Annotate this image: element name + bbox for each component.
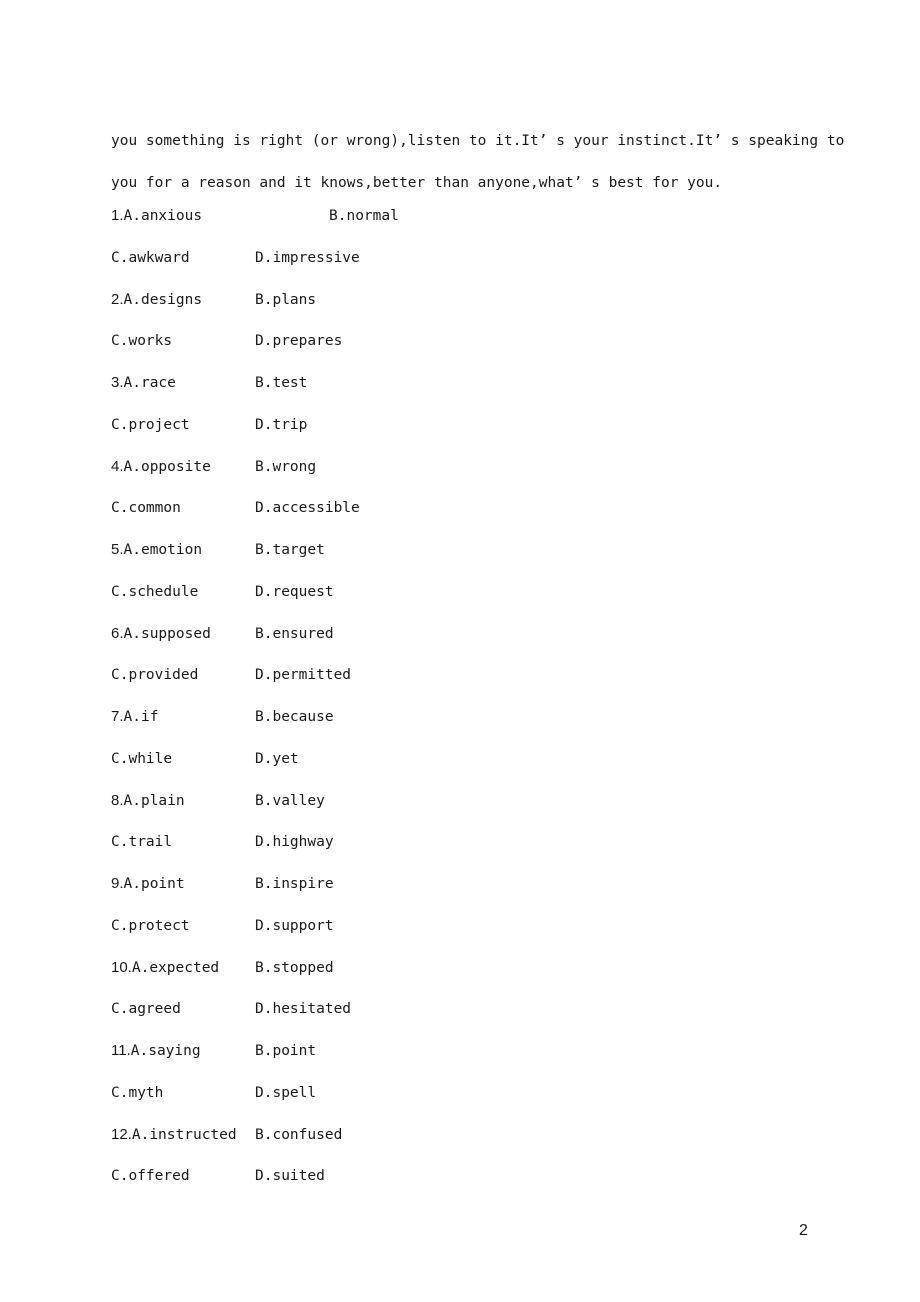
option-c: C.agreed xyxy=(111,1001,181,1018)
question-number: 8. xyxy=(111,791,124,809)
question-12-row-cd xyxy=(111,1163,611,1205)
option-d: D.impressive xyxy=(255,249,360,266)
option-b: B.normal xyxy=(329,208,399,224)
option-a: A.emotion xyxy=(123,542,203,558)
option-d: D.permitted xyxy=(255,667,352,684)
option-d: D.spell xyxy=(255,1084,317,1101)
option-c: C.provided xyxy=(111,667,199,684)
question-number: 10. xyxy=(111,958,132,976)
question-1-row-cd xyxy=(111,245,611,287)
option-d: D.yet xyxy=(255,750,299,767)
option-a: A.anxious xyxy=(123,208,203,224)
passage-text xyxy=(111,120,845,204)
question-9-row-cd xyxy=(111,913,611,955)
question-10-row-cd xyxy=(111,996,611,1038)
option-a: A.supposed xyxy=(123,625,211,642)
option-c: C.project xyxy=(111,416,190,433)
option-b: B.test xyxy=(255,375,308,391)
option-a: A.saying xyxy=(130,1043,201,1059)
option-d: D.hesitated xyxy=(255,1001,352,1018)
option-c: C.awkward xyxy=(111,249,190,266)
option-b: B.stopped xyxy=(255,959,334,976)
question-1-row-ab xyxy=(111,203,611,245)
answer-options xyxy=(111,203,611,1205)
question-number: 3. xyxy=(111,374,124,391)
question-8-row-ab xyxy=(111,788,611,830)
option-c: C.while xyxy=(111,750,173,767)
question-number: 1. xyxy=(111,207,124,224)
question-11-row-ab xyxy=(111,1038,611,1080)
option-c: C.trail xyxy=(111,834,173,851)
question-7-row-ab xyxy=(111,704,611,746)
option-d: D.highway xyxy=(255,834,334,851)
question-number: 12. xyxy=(111,1125,132,1143)
option-d: D.suited xyxy=(255,1168,325,1185)
option-b: B.wrong xyxy=(255,458,317,475)
option-a: A.designs xyxy=(123,291,203,308)
option-a: A.point xyxy=(123,876,185,892)
option-c: C.protect xyxy=(111,917,190,934)
option-c: C.schedule xyxy=(111,583,199,600)
option-b: B.ensured xyxy=(255,625,334,642)
option-b: B.valley xyxy=(255,792,325,809)
question-number: 4. xyxy=(111,457,124,475)
option-b: B.because xyxy=(255,709,334,725)
question-12-row-ab xyxy=(111,1122,611,1164)
question-number: 9. xyxy=(111,875,124,892)
option-c: C.common xyxy=(111,500,181,517)
question-number: 7. xyxy=(111,708,124,725)
question-9-row-ab xyxy=(111,871,611,913)
option-a: A.if xyxy=(123,709,159,725)
question-3-row-ab xyxy=(111,370,611,412)
option-b: B.inspire xyxy=(255,876,334,892)
question-6-row-cd xyxy=(111,662,611,704)
option-d: D.request xyxy=(255,583,334,600)
question-number: 11. xyxy=(111,1042,131,1059)
option-a: A.plain xyxy=(123,792,185,809)
option-b: B.plans xyxy=(255,291,317,308)
question-2-row-ab xyxy=(111,287,611,329)
question-2-row-cd xyxy=(111,328,611,370)
option-a: A.instructed xyxy=(131,1126,237,1143)
option-c: C.offered xyxy=(111,1168,190,1185)
passage-line: you for a reason and it knows,better than anyone,what’ s best for you. xyxy=(111,175,723,191)
option-c: C.myth xyxy=(111,1084,164,1101)
option-a: A.expected xyxy=(131,959,220,976)
question-number: 5. xyxy=(111,541,124,558)
option-d: D.trip xyxy=(255,416,308,433)
option-b: B.point xyxy=(255,1043,317,1059)
question-4-row-cd xyxy=(111,495,611,537)
option-d: D.prepares xyxy=(255,333,343,350)
passage-line: you something is right (or wrong),listen to it.It’ s your instinct.It’ s speaking to xyxy=(111,133,845,149)
question-5-row-ab xyxy=(111,537,611,579)
question-7-row-cd xyxy=(111,746,611,788)
option-a: A.opposite xyxy=(123,458,211,475)
question-4-row-ab xyxy=(111,454,611,496)
option-a: A.race xyxy=(123,375,176,391)
question-number: 2. xyxy=(111,290,124,308)
option-d: D.accessible xyxy=(255,500,360,517)
question-6-row-ab xyxy=(111,621,611,663)
option-b: B.target xyxy=(255,542,325,558)
option-b: B.confused xyxy=(255,1126,343,1143)
page-number: 2 xyxy=(799,1222,808,1239)
question-number: 6. xyxy=(111,624,124,642)
option-c: C.works xyxy=(111,333,173,350)
question-8-row-cd xyxy=(111,829,611,871)
question-10-row-ab xyxy=(111,955,611,997)
question-3-row-cd xyxy=(111,412,611,454)
option-d: D.support xyxy=(255,917,334,934)
question-11-row-cd xyxy=(111,1080,611,1122)
question-5-row-cd xyxy=(111,579,611,621)
